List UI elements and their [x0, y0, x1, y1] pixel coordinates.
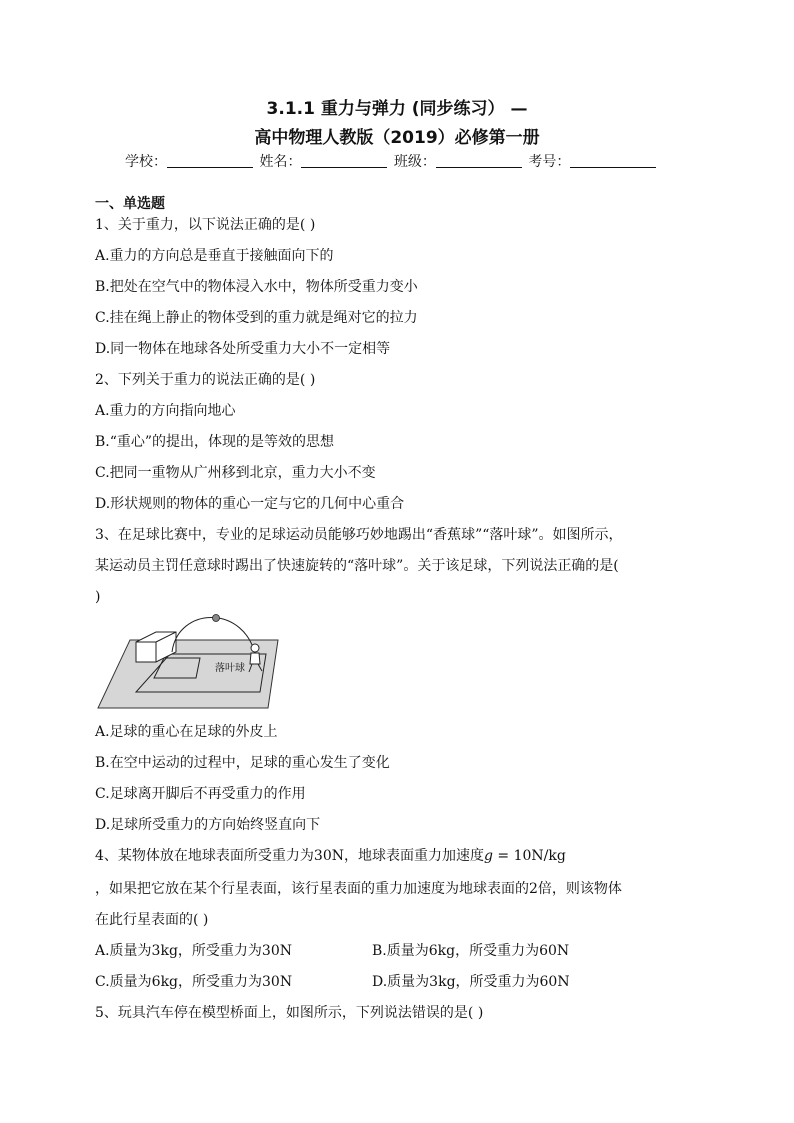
title-line-2: 高中物理人教版（2019）必修第一册 — [254, 128, 540, 148]
q3-option-a: A.足球的重心在足球的外皮上 — [95, 724, 278, 740]
q4-option-c: C.质量为6kg，所受重力为30N — [95, 974, 293, 990]
class-label: 班级： — [393, 154, 436, 170]
q1-option-c: C.挂在绳上静止的物体受到的重力就是绳对它的拉力 — [95, 310, 418, 326]
q5-stem: 5、玩具汽车停在模型桥面上，如图所示，下列说法错误的是( ) — [95, 1005, 484, 1021]
q4-stem-line-1 — [95, 847, 566, 865]
q2-option-a: A.重力的方向指向地心 — [95, 403, 236, 419]
q1-stem: 1、关于重力，以下说法正确的是( ) — [95, 217, 316, 233]
q2-option-c: C.把同一重物从广州移到北京，重力大小不变 — [95, 465, 376, 481]
q3-stem-line-3: ) — [95, 589, 101, 605]
q1-option-d: D.同一物体在地球各处所受重力大小不一定相等 — [95, 341, 391, 357]
name-blank[interactable] — [301, 153, 387, 168]
name-label: 姓名： — [259, 154, 302, 170]
q1-option-a: A.重力的方向总是垂直于接触面向下的 — [95, 248, 334, 264]
q3-option-b: B.在空中运动的过程中，足球的重心发生了变化 — [95, 755, 390, 771]
q4-stem-text: 4、某物体放在地球表面所受重力为30N，地球表面重力加速度 — [95, 848, 484, 864]
q2-stem: 2、下列关于重力的说法正确的是( ) — [95, 372, 316, 388]
figure-label: 落叶球 — [215, 663, 245, 674]
section-heading: 一、单选题 — [95, 196, 165, 212]
q4-stem-line-2: ，如果把它放在某个行星表面，该行星表面的重力加速度为地球表面的2倍，则该物体 — [95, 881, 622, 897]
school-label: 学校： — [125, 154, 167, 170]
q4-options-row-1 — [95, 942, 292, 960]
exam-no-label: 考号： — [528, 154, 571, 170]
q4-option-b: B.质量为6kg，所受重力为60N — [372, 943, 570, 959]
title-line-1: 3.1.1 重力与弹力 (同步练习） — — [266, 99, 528, 119]
q3-stem-line-2: 某运动员主罚任意球时踢出了快速旋转的“落叶球”。关于该足球，下列说法正确的是( — [95, 558, 619, 574]
class-blank[interactable] — [436, 153, 522, 168]
q3-stem-line-1: 3、在足球比赛中，专业的足球运动员能够巧妙地踢出“香蕉球”“落叶球”。如图所示， — [95, 527, 623, 543]
q4-g-symbol: g — [483, 848, 493, 864]
free-kick-figure — [96, 612, 281, 716]
q4-option-d: D.质量为3kg，所受重力为60N — [372, 974, 570, 990]
q3-option-d: D.足球所受重力的方向始终竖直向下 — [95, 817, 321, 833]
q2-option-b: B.“重心”的提出，体现的是等效的思想 — [95, 434, 335, 450]
q1-option-b: B.把处在空气中的物体浸入水中，物体所受重力变小 — [95, 279, 418, 295]
q4-stem-line-3: 在此行星表面的( ) — [95, 912, 209, 928]
school-blank[interactable] — [167, 153, 253, 168]
q4-option-a: A.质量为3kg，所受重力为30N — [95, 943, 292, 959]
q4-g-value: = 10N/kg — [492, 848, 566, 864]
q2-option-d: D.形状规则的物体的重心一定与它的几何中心重合 — [95, 496, 405, 512]
student-info-row — [125, 153, 658, 171]
q3-option-c: C.足球离开脚后不再受重力的作用 — [95, 786, 306, 802]
exam-no-blank[interactable] — [570, 153, 656, 168]
